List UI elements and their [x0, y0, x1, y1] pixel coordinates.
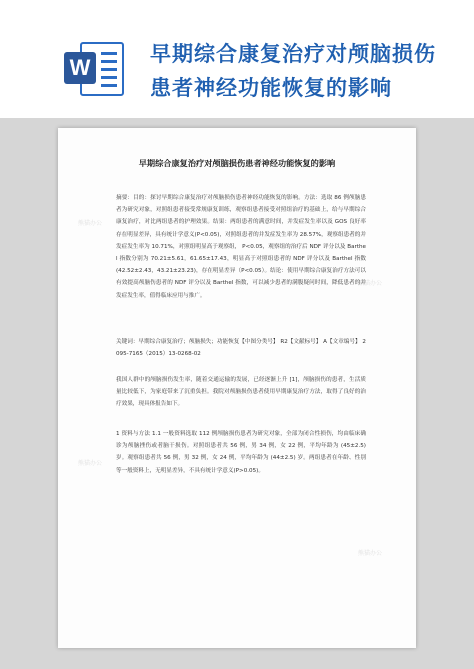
section-1-paragraph: 1 资料与方法 1.1 一般资料选取 112 例颅脑损伤患者为研究对象，全部为闭合性损伤，均由临床确诊为颅脑挫伤或者脑干损伤。对照组患者共 56 例，男 34 例，女 22 例，平均年龄为 (45±2.5) 岁。观察组患者共 56 例，男 32 例，女 24 例，平均年龄为 (44±2.5) 岁。两组患者在年龄、性别等一般资料上，无明显差异，不具有统计学意义(P>0.05)。: [116, 431, 366, 474]
document-title: 早期综合康复治疗对颅脑损伤患者神经功能恢复的影响: [138, 158, 336, 168]
intro-paragraph: 我国人群中的颅脑损伤发生率，随着交通运输的发展，已经逐渐上升 [1]，颅脑损伤的患者，生活质量比较低下，为家庭带来了沉重负担。我院对颅脑损伤患者使用早期康复治疗方法，取得了良好的治疗效果，现具体报告如下。: [116, 377, 366, 408]
watermark: 熊猫办公: [358, 280, 383, 287]
document-line-icon: [101, 76, 117, 79]
document-line-icon: [101, 52, 117, 55]
document-line-icon: [101, 84, 117, 87]
document-line-icon: [101, 60, 117, 63]
header-banner: [0, 0, 474, 118]
abstract-paragraph: 摘要：目的：探讨早期综合康复治疗对颅脑损伤患者神经功能恢复的影响。方法：选取 86 例颅脑患者为研究对象，对照组患者接受常规康复训练，观察组患者接受对照组治疗的基础上，给与早期综合康复治疗，对比两组患者的护理效果。结果：两组患者的满意时间，并发症发生率以及 GOS 良好率存在明显差异，具有统计学意义(P<0.05)，对照组患者的并发症发生率为 28.57%，观察组患者的并发症发生率为 10.71%，对照组明显高于观察组， P<0.05，观察组的治疗后 NDF 评分以及 Barthel 指数分别为 70.21±5.61，61.65±17.43，明显高于对照组患者的 NDF 评分以及 Barthel 指数 (42.52±2.43，43.21±23.23)，存在明显差异（P<0.05）。结论：使用早期综合康复治疗方法可以有效提高颅脑伤患者的 NDF 评分以及 Barthel 指数，可以减少患者的满腹疑问时间，降低患者的并发症发生率，值得临床应用与推广。: [116, 195, 366, 299]
word-badge: W: [64, 52, 96, 84]
watermark: 熊猫办公: [78, 220, 103, 227]
page-title-line-2: 患者神经功能恢复的影响: [150, 76, 392, 100]
page-title-line-1: 早期综合康复治疗对颅脑损伤: [150, 42, 436, 66]
word-document-icon: [64, 40, 126, 98]
document-page: [58, 128, 416, 648]
watermark: 熊猫办公: [358, 550, 383, 557]
document-line-icon: [101, 68, 117, 71]
keywords-paragraph: 关键词：早期综合康复治疗；颅脑损失；功能恢复【中图分类号】 R2【文献标号】 A【文章编号】 2095-7165（2015）13-0268-02: [116, 339, 366, 358]
watermark: 熊猫办公: [78, 460, 103, 467]
